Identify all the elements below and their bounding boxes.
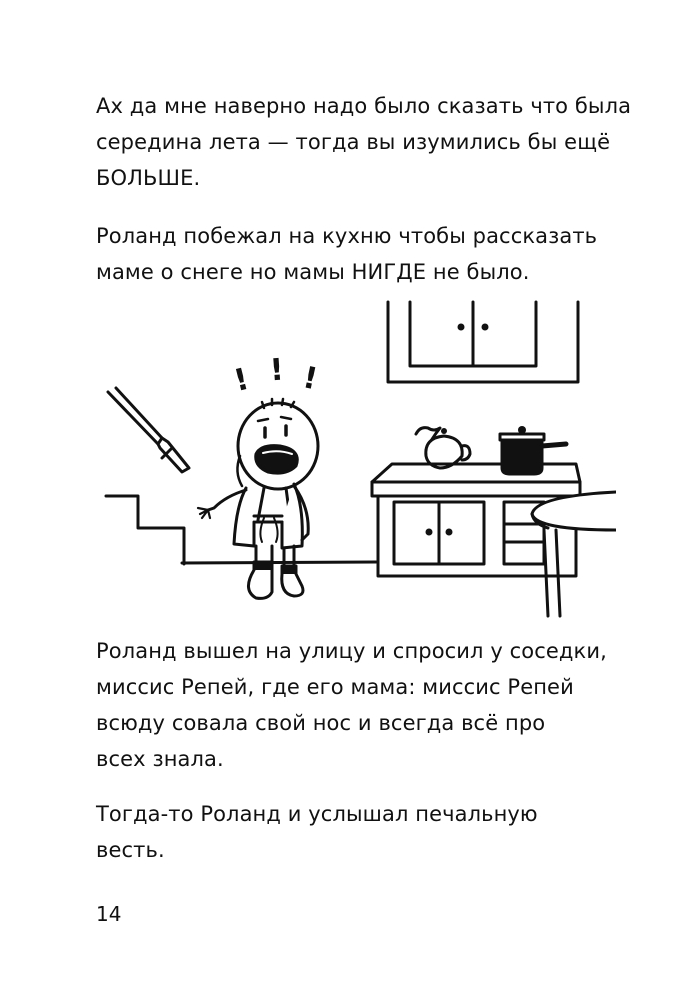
exclamation-mark: !	[230, 361, 253, 399]
stair-banister	[108, 388, 189, 472]
paragraph-line: Роланд побежал на кухню чтобы рассказать	[96, 224, 598, 248]
paragraph-3	[96, 633, 636, 777]
exclamation-mark: !	[299, 360, 321, 398]
exclamation-marks	[231, 353, 321, 399]
pot	[500, 426, 566, 474]
paragraph-2	[96, 218, 636, 290]
paragraph-line: всех знала.	[96, 747, 224, 771]
stairs	[106, 496, 184, 564]
paragraph-line: весть.	[96, 838, 165, 862]
paragraph-line: БОЛЬШЕ.	[96, 166, 201, 190]
paragraph-line: Тогда-то Роланд и услышал печальную	[96, 802, 538, 826]
kettle	[416, 428, 470, 468]
wall-cabinet	[388, 302, 578, 382]
paragraph-line: Ах да мне наверно надо было сказать что была	[96, 94, 632, 118]
paragraph-line: маме о снеге но мамы НИГДЕ не было.	[96, 260, 530, 284]
paragraph-1	[96, 88, 636, 196]
roland-character	[198, 399, 318, 598]
floor-line	[182, 562, 376, 563]
paragraph-line: всюду совала свой нос и всегда всё про	[96, 711, 546, 735]
exclamation-mark: !	[268, 352, 285, 389]
paragraph-line: миссис Репей, где его мама: миссис Репей	[96, 675, 574, 699]
paragraph-line: середина лета — тогда вы изумились бы ещё	[96, 130, 611, 154]
paragraph-4	[96, 796, 636, 868]
paragraph-line: Роланд вышел на улицу и спросил у соседки,	[96, 639, 607, 663]
kitchen-illustration	[96, 296, 616, 618]
page-number: 14	[96, 902, 122, 926]
